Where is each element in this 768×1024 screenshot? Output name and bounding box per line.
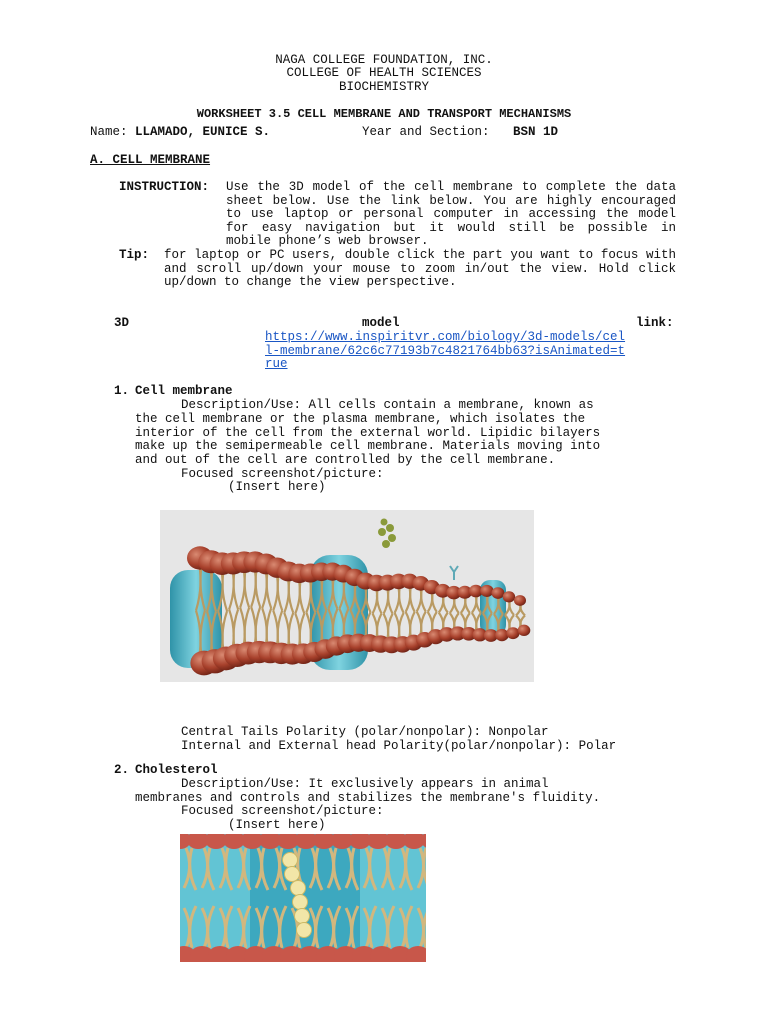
item-2-insert-label: (Insert here) [228, 818, 326, 832]
glycolipid-chain [378, 519, 396, 549]
model-label-model: model [362, 316, 400, 330]
instruction-text: Use the 3D model of the cell membrane to complete the data sheet below. Use the link below. You are highly encouraged to use laptop or personal computer in accessing the model for easy navigation but it would still be possible in mobile phone’s web browser. [226, 180, 676, 248]
tip-label: Tip: [119, 248, 150, 262]
section-a-heading: A. CELL MEMBRANE [90, 153, 211, 167]
model-link-line-2[interactable]: l-membrane/62c6c77193b7c4821764bb63?isAnimated=t [265, 344, 626, 358]
section-label: Year and Section: [362, 125, 490, 139]
item-1-number: 1. [114, 384, 130, 398]
item-1-desc-2: the cell membrane or the plasma membrane, which isolates the [135, 412, 586, 426]
model-label-3d: 3D [114, 316, 130, 330]
item-1-insert-label: (Insert here) [228, 480, 326, 494]
item-1-desc-1: Description/Use: All cells contain a membrane, known as [181, 398, 594, 412]
item-1-title: Cell membrane [135, 384, 233, 398]
glycoprotein-branch [450, 566, 458, 580]
instruction-label: INSTRUCTION: [119, 180, 210, 194]
item-1-desc-5: and out of the cell are controlled by the cell membrane. [135, 453, 556, 467]
tip-text: for laptop or PC users, double click the part you want to focus with and scroll up/down your mouse to zoom in/out the view. Hold click up/down to change the view perspective. [164, 248, 676, 289]
subject-name: BIOCHEMISTRY [338, 80, 429, 94]
item-2-focused-label: Focused screenshot/picture: [181, 804, 384, 818]
name-label: Name: [90, 125, 128, 139]
cholesterol-image [180, 834, 426, 962]
model-label-link: link: [636, 316, 674, 330]
college-name: COLLEGE OF HEALTH SCIENCES [286, 66, 482, 80]
model-link-line-1[interactable]: https://www.inspiritvr.com/biology/3d-models/cel [265, 330, 626, 344]
cell-membrane-image [160, 510, 534, 682]
item-2-number: 2. [114, 763, 130, 777]
institution-name: NAGA COLLEGE FOUNDATION, INC. [275, 53, 493, 67]
item-2-title: Cholesterol [135, 763, 218, 777]
item-2-desc-2: membranes and controls and stabilizes the membrane's fluidity. [135, 791, 601, 805]
item-1-desc-3: interior of the cell from the external world. Lipidic bilayers [135, 426, 601, 440]
cell-membrane-illustration [160, 510, 534, 682]
model-link-line-3[interactable]: rue [265, 357, 288, 371]
item-1-heads-polarity: Internal and External head Polarity(polar/nonpolar): Polar [181, 739, 617, 753]
item-2-desc-1: Description/Use: It exclusively appears in animal [181, 777, 549, 791]
section-value: BSN 1D [513, 125, 559, 139]
item-1-tails-polarity: Central Tails Polarity (polar/nonpolar): Nonpolar [181, 725, 549, 739]
worksheet-title: WORKSHEET 3.5 CELL MEMBRANE AND TRANSPORT MECHANISMS [196, 107, 572, 121]
name-value: LLAMADO, EUNICE S. [135, 125, 271, 139]
item-1-focused-label: Focused screenshot/picture: [181, 467, 384, 481]
cholesterol-illustration [180, 834, 426, 962]
item-1-desc-4: make up the semipermeable cell membrane. Materials moving into [135, 439, 601, 453]
